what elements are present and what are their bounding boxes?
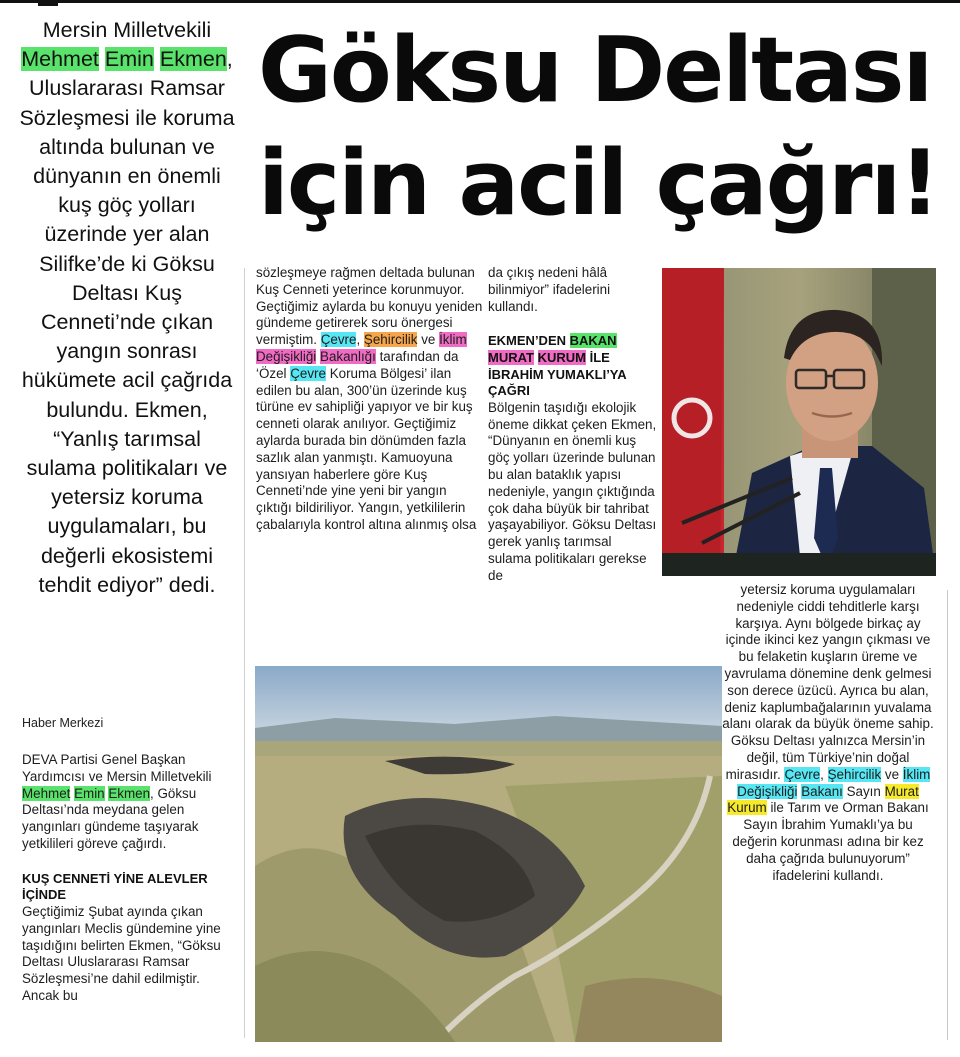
highlighted-term: İklim — [439, 332, 467, 348]
portrait-photo — [662, 268, 936, 576]
article-column-2 — [256, 265, 484, 534]
text-segment: , Göksu Deltası’nda meydana gelen yangınları gündeme taşıyarak yetkilileri göreve çağırdı. — [22, 785, 199, 851]
headline-line-2: için acil çağrı! — [258, 131, 939, 236]
highlighted-term: Murat — [884, 783, 919, 799]
text-segment: , Uluslararası Ramsar Sözleşmesi ile koruma altında bulunan ve dünyanın en önemli kuş göç yolları üzerinde yer alan Silifke’de ki Göksu Deltası Kuş Cenneti’nde çıkan yangın sonrası hükümete acil çağrıda bulundu. Ekmen, “Yanlış tarımsal sulama politikaları ve yetersiz koruma uygulamaları, bu değerli ekosistemi tehdit ediyor” dedi. — [19, 47, 235, 597]
highlighted-term: Mehmet — [22, 785, 71, 801]
subhead-1: KUŞ CENNETİ YİNE ALEVLER İÇİNDE — [22, 870, 208, 903]
highlighted-term: Emin — [104, 47, 154, 72]
highlighted-term: Çevre — [290, 365, 326, 381]
text-segment: ve — [417, 332, 440, 348]
highlighted-term: Şehircilik — [827, 766, 882, 782]
text-segment — [99, 47, 105, 71]
highlighted-term: Bakanı — [801, 783, 843, 799]
column-1-body: Geçtiğimiz Şubat ayında çıkan yangınları Meclis gündemine yine taşıdığını belirten Ekmen, “Göksu Deltası Uluslararası Ramsar Sözleşmesi’ne dahil edilmiştir. Ancak bu — [22, 903, 221, 1003]
text-segment: ile Tarım ve Orman Bakanı Sayın İbrahim Yumaklı’ya bu değerin korunması adına bir kez daha çağrıda bulunuyorum” ifadelerini kullandı. — [732, 800, 929, 883]
headline-line-1: Göksu Deltası — [258, 18, 932, 123]
text-segment — [154, 47, 160, 71]
highlighted-term: Değişikliği — [256, 348, 317, 364]
lede-paragraph — [18, 16, 236, 600]
highlighted-term: Mehmet — [21, 47, 99, 72]
text-segment: Mersin Milletvekili — [42, 18, 212, 42]
highlighted-term: Değişikliği — [737, 783, 798, 799]
text-segment: sözleşmeye rağmen deltada bulunan Kuş Cenneti yeterince korunmuyor. Geçtiğimiz aylarda bu konuyu yeniden gündeme getirerek soru önergesi vermiştim. — [256, 265, 483, 348]
text-segment: yetersiz koruma uygulamaları nedeniyle ciddi tehditlerle karşı karşıya. Aynı bölgede birkaç ay içinde ikinci kez yangın çıkması ve bu felaketin kuşların üreme ve yavrulama dönemine denk gelmesi son derece üzücü. Ayrıca bu alan, deniz kaplumbağalarının yuvalama alanı olarak da büyük öneme sahip. Göksu Deltası yalnızca Mersin’in değil, tüm Türkiye’nin doğal mirasıdır. — [722, 582, 934, 782]
article-column-1 — [22, 752, 232, 1005]
portrait-illustration — [662, 268, 936, 576]
text-segment: , — [356, 332, 364, 348]
column-4-body — [722, 582, 934, 884]
intro-paragraph — [22, 752, 232, 853]
corner-mark — [38, 0, 58, 6]
text-segment: Sayın — [842, 783, 885, 799]
highlighted-term: Ekmen — [108, 785, 151, 801]
text-segment: Koruma Bölgesi’ ilan edilen bu alan, 300’ün üzerinde kuş türüne ev sahipliği yapıyor ve bir kuş cenneti olarak anılıyor. Geçtiğimiz aylarda burada bin dönümden fazla sazlık alan yanmıştı. Kamuoyuna yansıyan haberlere göre Kuş Cenneti’nde yine yeni bir yangın çıktığı bildiriliyor. Yangın, yetkililerin çabalarıyla kontrol altına alınmış olsa — [256, 365, 477, 532]
text-segment: İLE İBRAHİM YUMAKLI’YA ÇAĞRI — [488, 349, 627, 399]
column-2-body — [256, 265, 484, 534]
highlighted-term: Çevre — [320, 332, 357, 348]
highlighted-term: MURAT — [488, 349, 534, 365]
highlighted-term: BAKAN — [569, 333, 617, 349]
highlighted-term: İklim — [902, 766, 931, 782]
text-segment: , — [820, 766, 828, 782]
byline: Haber Merkezi — [22, 716, 104, 730]
top-rule — [0, 0, 960, 7]
highlighted-term: KURUM — [537, 349, 586, 365]
page-edge-rule — [947, 590, 948, 1040]
column-3-body: Bölgenin taşıdığı ekolojik öneme dikkat çeken Ekmen, “Dünyanın en önemli kuş göç yolları üzerinde bulunan bu alan bataklık yapısı nedeniyle, yangın çıktığında çok daha büyük bir tahribat yaşayabiliyor. Göksu Deltası gerek yanlış tarımsal sulama politikaları gerekse de — [488, 399, 657, 583]
subhead-2 — [488, 333, 658, 399]
aerial-illustration — [255, 666, 722, 1042]
column-divider — [244, 268, 245, 1038]
highlighted-term: Şehircilik — [363, 332, 418, 348]
highlighted-term: Ekmen — [159, 47, 227, 72]
highlighted-term: Emin — [74, 785, 105, 801]
headline — [258, 14, 948, 240]
text-segment: EKMEN’DEN — [488, 333, 570, 349]
highlighted-term: Çevre — [784, 766, 821, 782]
text-segment: tarafından da ‘Özel — [256, 348, 459, 381]
highlighted-term: Kurum — [727, 800, 767, 816]
column-3-top: da çıkış nedeni hâlâ bilinmiyor” ifadelerini kullandı. — [488, 265, 611, 314]
highlighted-term: Bakanlığı — [320, 348, 376, 364]
text-segment: ve — [881, 766, 903, 782]
text-segment: DEVA Partisi Genel Başkan Yardımcısı ve Mersin Milletvekili — [22, 752, 212, 784]
aerial-photo — [255, 666, 722, 1042]
article-column-4 — [722, 582, 934, 884]
article-column-3 — [488, 265, 658, 585]
